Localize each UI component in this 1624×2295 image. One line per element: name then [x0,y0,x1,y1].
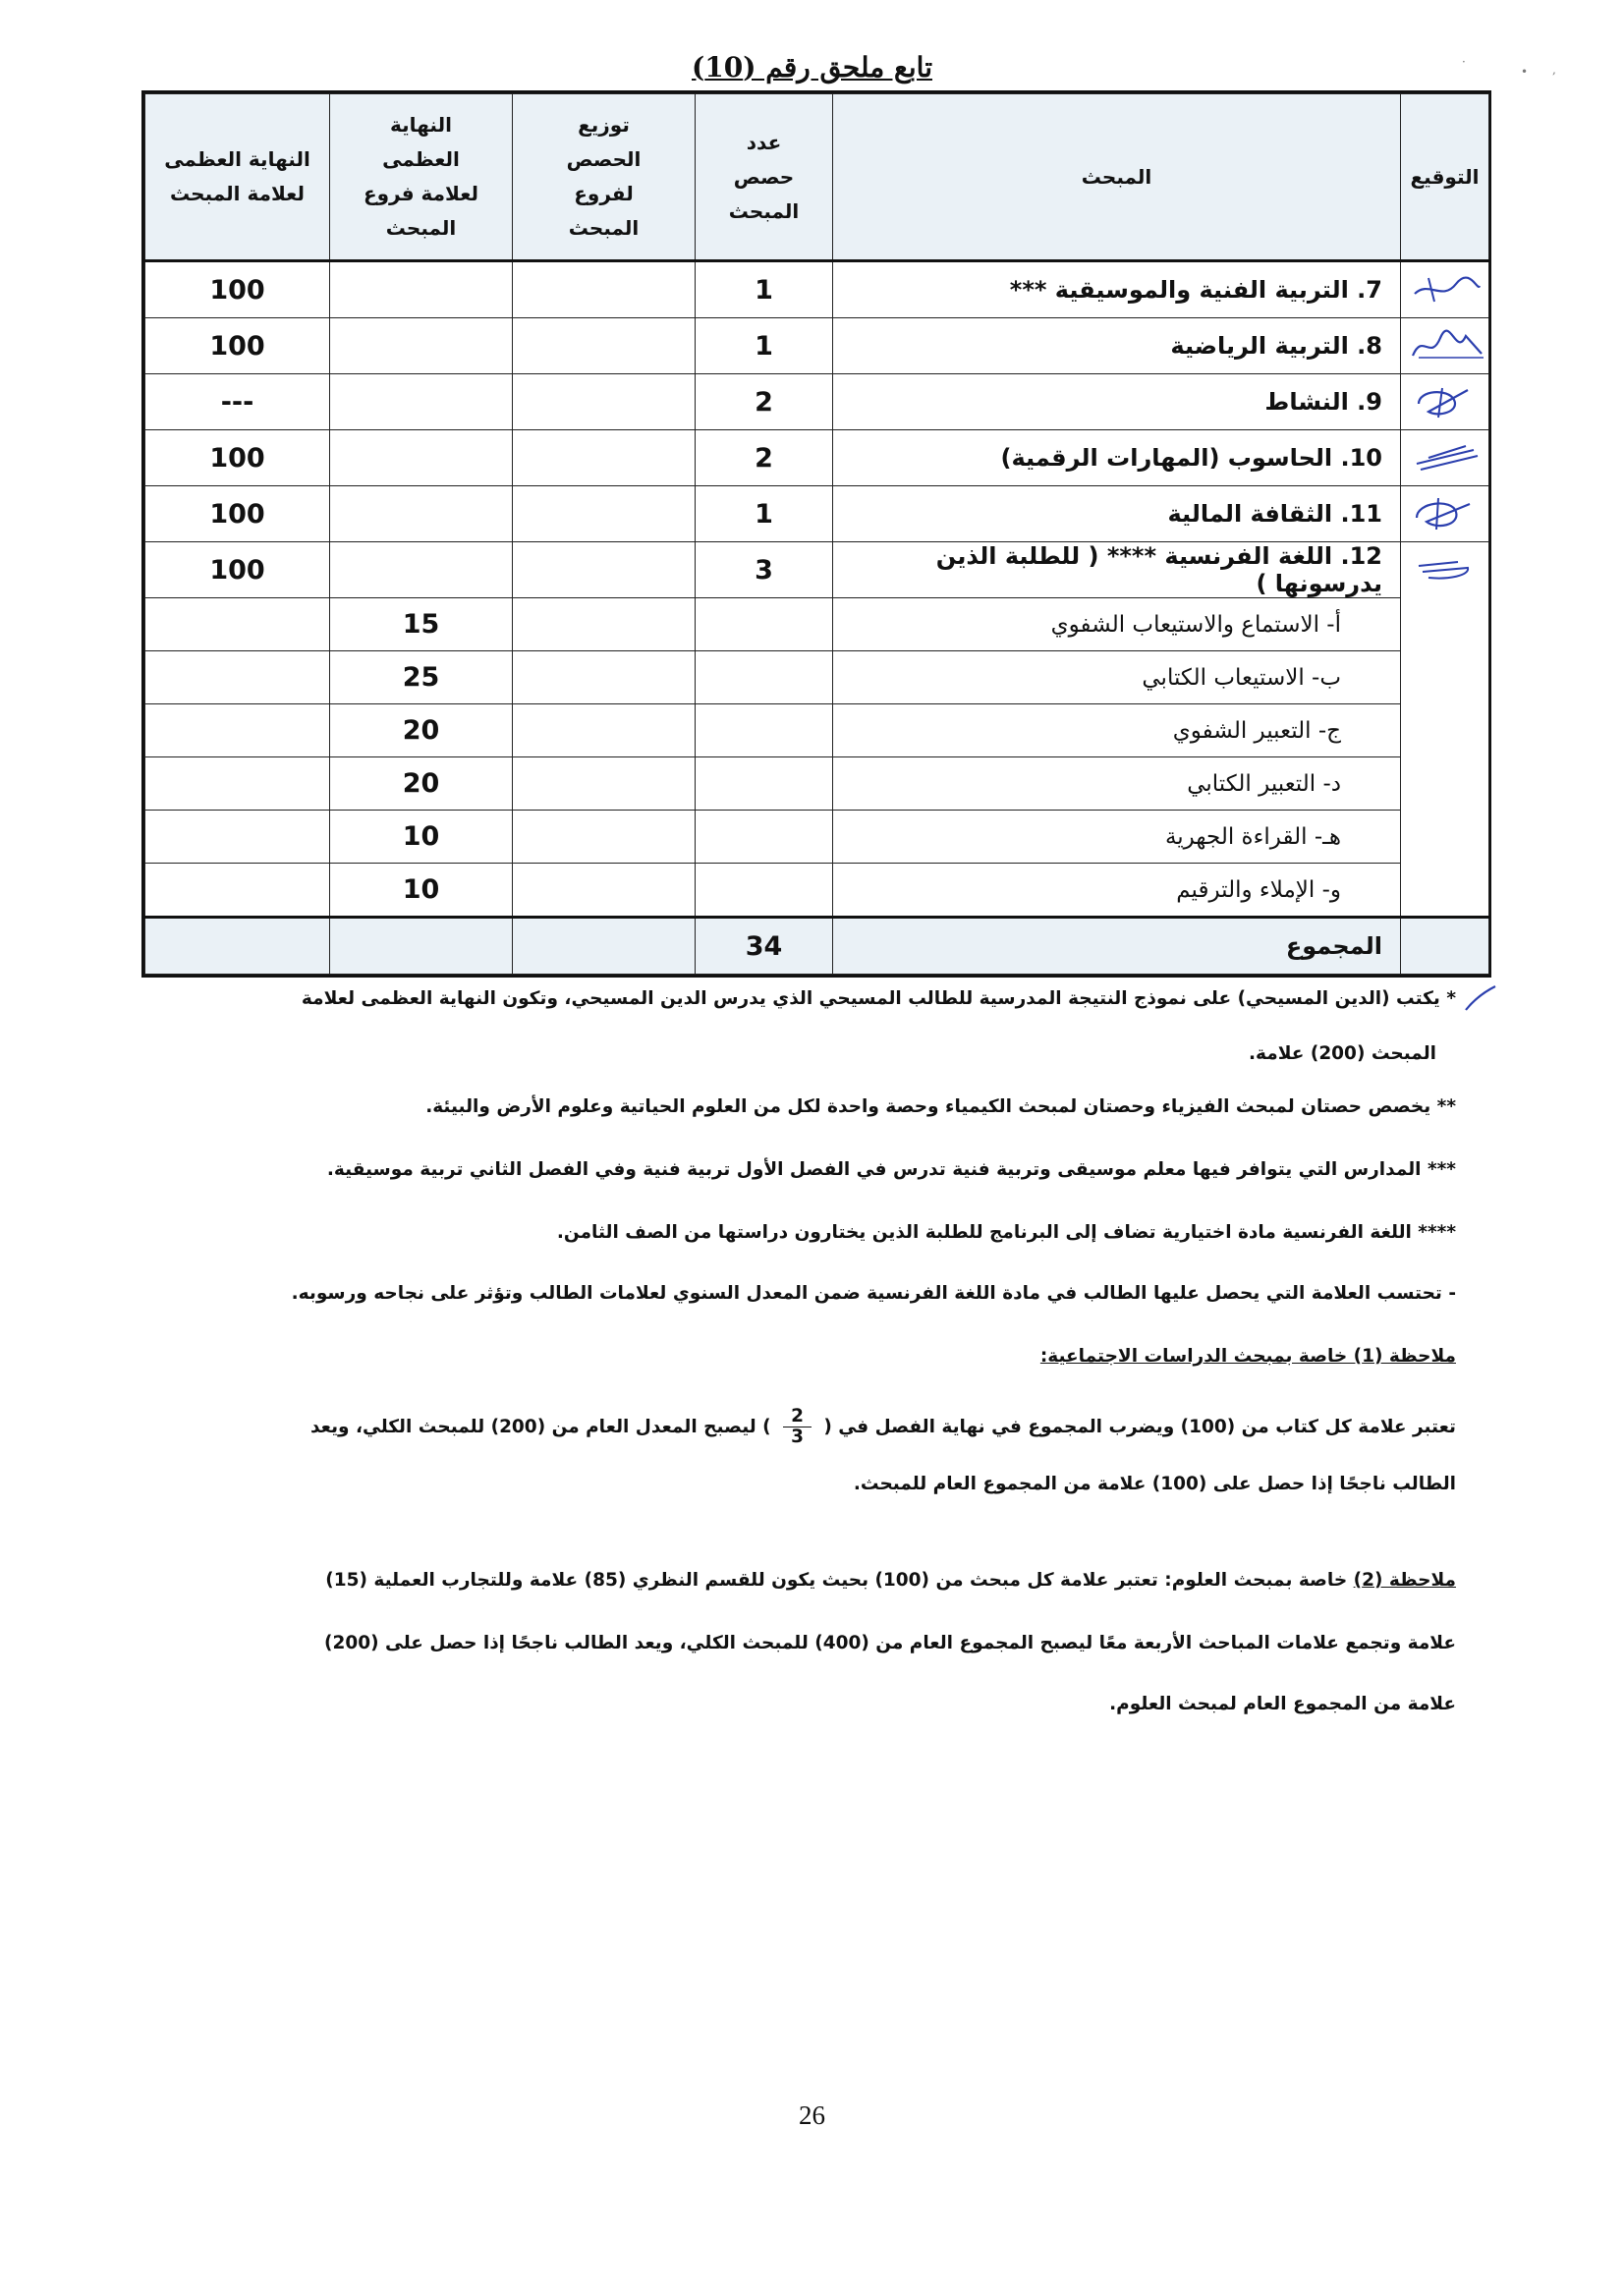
page-number: 26 [799,2100,825,2130]
header-branch-max: النهاية العظمى لعلامة فروع المبحث [330,94,513,261]
signature-mark-icon [1409,440,1484,476]
signature-mark-icon [1409,552,1484,588]
table-row [145,374,1489,430]
signature-mark-icon [1409,384,1484,420]
remark-science-cont: علامة وتجمع علامات المباحث الأربعة معًا ليصبح المجموع العام من (400) للمبحث الكلي، ويعد الطالب ناجحًا إذا حصل على (200) [324,1633,1456,1653]
note-french-optional: **** اللغة الفرنسية مادة اختيارية تضاف إلى البرنامج للطلبة الذين يختارون دراستها من الصف الثامن. [556,1222,1456,1243]
table-subrow [145,704,1489,757]
subject-max-cell: 100 [145,430,330,486]
header-signature: التوقيع [1401,94,1489,261]
distribution-cell [513,811,696,864]
remark-social-studies-pre: تعتبر علامة كل كتاب من (100) ويضرب المجموع في نهاية الفصل في ( [823,1416,1456,1437]
scan-mark: · [1462,55,1466,69]
subject-max-cell [145,704,330,757]
distribution-cell [513,864,696,918]
distribution-cell [513,918,696,975]
subject-max-cell [145,918,330,975]
distribution-cell [513,374,696,430]
table-subrow [145,598,1489,651]
signature-cell [1401,261,1489,318]
signature-cell [1401,542,1489,918]
distribution-cell [513,261,696,318]
signature-mark-icon [1409,328,1484,364]
subrow-label: د- التعبير الكتابي [833,757,1401,811]
fraction-numerator: 2 [783,1407,812,1427]
remark-social-studies [310,1407,1456,1448]
branch-max-cell [330,542,513,598]
subject-max-cell [145,811,330,864]
subrow-label: أ- الاستماع والاستيعاب الشفوي [833,598,1401,651]
table-row [145,542,1489,598]
distribution-cell [513,486,696,542]
subrow-label: ب- الاستيعاب الكتابي [833,651,1401,704]
note-sciences: ** يخصص حصتان لمبحث الفيزياء وحصتان لمبحث الكيمياء وحصة واحدة لكل من العلوم الحياتية وعلوم الأرض والبيئة. [425,1096,1456,1117]
subrow-label: و- الإملاء والترقيم [833,864,1401,918]
branch-max-cell: 10 [330,864,513,918]
subject-max-cell: --- [145,374,330,430]
signature-cell [1401,374,1489,430]
table-row [145,318,1489,374]
table-header-row [145,94,1489,261]
subject-cell: 11. الثقافة المالية [833,486,1401,542]
periods-cell [696,651,833,704]
fraction-denominator: 3 [791,1427,804,1448]
subject-max-cell: 100 [145,486,330,542]
subject-max-cell [145,864,330,918]
remark-science-end: علامة من المجموع العام لمبحث العلوم. [1109,1694,1456,1714]
total-periods: 34 [696,918,833,975]
total-label: المجموع [833,918,1401,975]
table-row [145,486,1489,542]
margin-check-mark-icon [1464,984,1497,1012]
note-french-grade: - تحتسب العلامة التي يحصل عليها الطالب في مادة اللغة الفرنسية ضمن المعدل السنوي لعلامات الطالب وتؤثر على نجاحه ورسوبه. [291,1283,1456,1304]
fraction [783,1407,812,1448]
remark-science-text: خاصة بمبحث العلوم: تعتبر علامة كل مبحث من (100) بحيث يكون للقسم النظري (85) علامة وللتجارب العملية (15) [325,1570,1348,1591]
table-subrow [145,811,1489,864]
periods-cell: 1 [696,486,833,542]
table-subrow [145,757,1489,811]
subject-max-cell [145,757,330,811]
branch-max-cell [330,374,513,430]
periods-cell: 2 [696,430,833,486]
periods-cell: 1 [696,318,833,374]
branch-max-cell: 25 [330,651,513,704]
periods-cell [696,704,833,757]
subject-cell: 7. التربية الفنية والموسيقية *** [833,261,1401,318]
note-art-music: *** المدارس التي يتوافر فيها معلم موسيقى وتربية فنية تدرس في الفصل الأول تربية فنية وفي الفصل الثاني تربية موسيقية. [326,1159,1456,1180]
scan-mark: • [1521,65,1529,79]
branch-max-cell [330,918,513,975]
periods-cell: 3 [696,542,833,598]
signature-cell [1401,918,1489,975]
signature-mark-icon [1409,272,1484,308]
distribution-cell [513,430,696,486]
subject-cell: 9. النشاط [833,374,1401,430]
subrow-label: ج- التعبير الشفوي [833,704,1401,757]
note-christian-religion-cont: المبحث (200) علامة. [1249,1043,1436,1064]
subject-max-cell: 100 [145,318,330,374]
distribution-cell [513,542,696,598]
subject-max-cell: 100 [145,261,330,318]
subject-max-cell [145,651,330,704]
footnotes [291,982,1456,1994]
periods-cell [696,757,833,811]
table-subrow [145,864,1489,918]
periods-cell: 1 [696,261,833,318]
branch-max-cell [330,261,513,318]
periods-cell [696,598,833,651]
total-row [145,918,1489,975]
subject-max-cell: 100 [145,542,330,598]
periods-cell: 2 [696,374,833,430]
subject-cell: 10. الحاسوب (المهارات الرقمية) [833,430,1401,486]
table-row [145,261,1489,318]
branch-max-cell [330,430,513,486]
branch-max-cell: 15 [330,598,513,651]
periods-cell [696,864,833,918]
subject-max-cell [145,598,330,651]
signature-cell [1401,318,1489,374]
distribution-cell [513,651,696,704]
branch-max-cell [330,486,513,542]
distribution-cell [513,598,696,651]
header-subject: المبحث [833,94,1401,261]
page-title: تابع ملحق رقم (10) [692,51,932,84]
note-christian-religion: * يكتب (الدين المسيحي) على نموذج النتيجة المدرسية للطالب المسيحي الذي يدرس الدين المسيحي، وتكون النهاية العظمى لعلامة [301,988,1456,1009]
branch-max-cell [330,318,513,374]
signature-mark-icon [1409,496,1484,532]
table-row [145,430,1489,486]
scan-mark: , [1552,63,1556,77]
remark-social-studies-title: ملاحظة (1) خاصة بمبحث الدراسات الاجتماعية: [1039,1346,1456,1367]
branch-max-cell: 20 [330,757,513,811]
table-subrow [145,651,1489,704]
remark-social-studies-cont: الطالب ناجحًا إذا حصل على (100) علامة من المجموع العام للمبحث. [853,1474,1456,1494]
subject-cell: 8. التربية الرياضية [833,318,1401,374]
branch-max-cell: 10 [330,811,513,864]
distribution-cell [513,757,696,811]
periods-cell [696,811,833,864]
header-subject-max: النهاية العظمى لعلامة المبحث [145,94,330,261]
header-distribution: توزيع الحصص لفروع المبحث [513,94,696,261]
remark-science-title: ملاحظة (2) [1353,1570,1456,1591]
distribution-cell [513,318,696,374]
signature-cell [1401,430,1489,486]
subject-cell: 12. اللغة الفرنسية **** ( للطلبة الذين يدرسونها ) [833,542,1401,598]
header-periods: عدد حصص المبحث [696,94,833,261]
allocation-table [141,90,1491,978]
subrow-label: هـ- القراءة الجهرية [833,811,1401,864]
remark-social-studies-post: ) ليصبح المعدل العام من (200) للمبحث الكلي، ويعد [309,1416,771,1437]
remark-science [325,1570,1456,1591]
signature-cell [1401,486,1489,542]
distribution-cell [513,704,696,757]
branch-max-cell: 20 [330,704,513,757]
